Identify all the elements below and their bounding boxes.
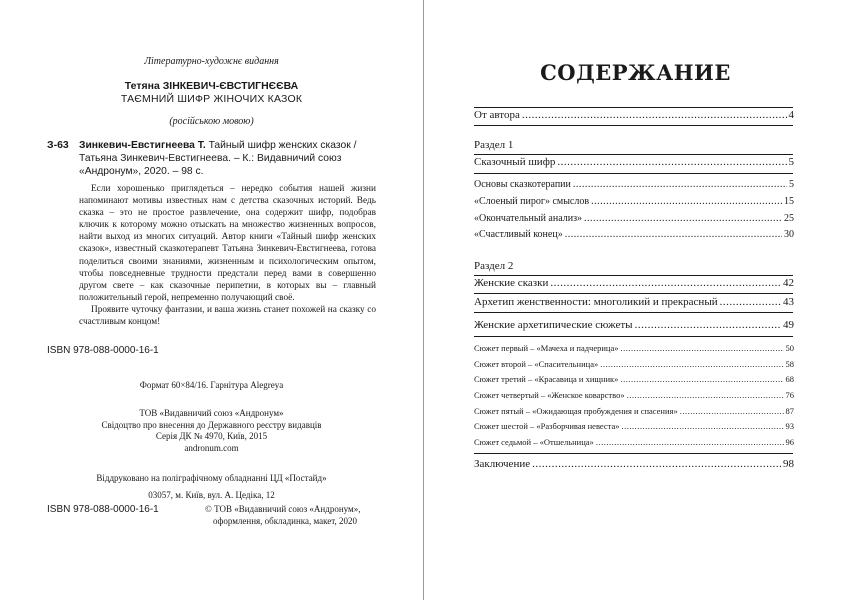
toc-entry[interactable]: «Счастливый конец» ..... 30 — [474, 229, 794, 240]
section-2-heading: Раздел 2 — [474, 260, 514, 272]
publisher-name: ТОВ «Видавничий союз «Андронум» — [139, 408, 284, 418]
section-1-heading: Раздел 1 — [474, 139, 514, 151]
toc-entry-plot[interactable]: Сюжет четвертый – «Женское коварство» ..... 76 — [474, 390, 794, 400]
toc-entry[interactable]: «Слоеный пирог» смыслов ..... 15 — [474, 196, 794, 207]
toc-entry-plot[interactable]: Сюжет первый – «Мачеха и падчерица» ..... 50 — [474, 343, 794, 353]
printed-at: Віддруковано на поліграфічному обладнанні ЦД «Постайд» — [96, 473, 327, 483]
publisher-site: andronum.com — [184, 442, 239, 453]
format-line: Формат 60×84/16. Гарнітура Alegreya — [139, 380, 284, 390]
printer-address: 03057, м. Київ, вул. А. Цедіка, 12 — [148, 490, 275, 500]
left-page — [0, 0, 423, 600]
copyright-line-2: оформлення, обкладинка, макет, 2020 — [213, 516, 358, 526]
toc-entry-plot[interactable]: Сюжет второй – «Спасительница» ..... 58 — [474, 359, 794, 369]
toc-rule — [474, 154, 793, 155]
toc-entry-plot[interactable]: Сюжет третий – «Красавица и хищник» ..... 68 — [474, 374, 794, 384]
toc-entry[interactable]: Архетип женственности: многоликий и прекрасный ..... 43 — [474, 296, 794, 308]
toc-rule — [474, 125, 793, 126]
toc-rule — [474, 312, 793, 313]
toc-entry-plot[interactable]: Сюжет пятый – «Ожидающая пробуждения и спасения» ..... 87 — [474, 406, 794, 416]
biblio-line-2: Татьяна Зинкевич-Евстигнеева. – К.: Видавничий союз — [79, 153, 342, 164]
toc-entry-plot[interactable]: Сюжет седьмой – «Отшельница» ..... 96 — [474, 437, 794, 447]
biblio-line-3: «Андронум», 2020. – 98 с. — [79, 166, 204, 177]
annotation — [79, 183, 376, 328]
toc-entry-conclusion[interactable]: Заключение ..... 98 — [474, 458, 794, 470]
publisher-series: Серія ДК № 4970, Київ, 2015 — [155, 431, 268, 441]
publisher-certificate: Свідоцтво про внесення до Державного реєстру видавців — [101, 419, 322, 430]
toc-rule — [474, 275, 793, 276]
copyright-line-1: © ТОВ «Видавничий союз «Андронум», — [205, 504, 361, 514]
toc-rule — [474, 293, 793, 294]
toc-entry[interactable]: Женские архетипические сюжеты ..... 49 — [474, 319, 794, 331]
language-note: (російською мовою) — [169, 116, 254, 127]
toc-rule — [474, 336, 793, 337]
bibliographic-record — [79, 139, 379, 178]
annotation-paragraph-1: Если хорошенько приглядеться – нередко события нашей жизни напоминают мотивы известных нам с детства сказочных историй. Ведь сказка – это не простое развлечение, она содержит шифр, подобрав ключик к которому можно отыскать на множество жизненных вопросов, найти выход из многих ситуаций. Автор книги «Тайный шифр женских сказок», известный сказкотерапевт Татьяна Зинкевич-Евстигнеева, готова поделиться своими знаниями, жизненным и психологическим опытом, чтобы повседневные трудности предстали перед вами в совершенно другом свете – как сказочные перипетии, в которых вы – главный положительный герой, непременно получающий своё. — [79, 184, 376, 303]
isbn-bottom: ISBN 978-088-0000-16-1 — [47, 504, 159, 515]
catalog-code: З-63 — [47, 139, 69, 151]
publisher-block — [0, 408, 423, 454]
toc-rule — [474, 453, 793, 454]
toc-entry-section1-main[interactable]: Сказочный шифр ..... 5 — [474, 156, 794, 168]
genre-line: Літературно-художнє видання — [144, 56, 279, 67]
contents-heading: СОДЕРЖАНИЕ — [540, 60, 731, 85]
copyright — [205, 503, 375, 527]
annotation-paragraph-2: Проявите чуточку фантазии, и ваша жизнь станет похожей на сказку со счастливым концом! — [79, 304, 376, 328]
biblio-title: Тайный шифр женских сказок / — [205, 140, 357, 151]
book-title: ТАЄМНИЙ ШИФР ЖІНОЧИХ КАЗОК — [120, 93, 303, 105]
toc-entry-plot[interactable]: Сюжет шестой – «Разборчивая невеста» ..... 93 — [474, 421, 794, 431]
toc-rule — [474, 173, 793, 174]
isbn-top: ISBN 978-088-0000-16-1 — [47, 345, 159, 356]
printer-block — [0, 470, 423, 504]
author-name: Тетяна ЗІНКЕВИЧ-ЄВСТИГНЄЄВА — [124, 80, 299, 92]
toc-rule — [474, 107, 793, 108]
toc-entry-intro[interactable]: От автора ..... 4 — [474, 109, 794, 121]
right-page — [424, 0, 847, 600]
toc-entry[interactable]: Основы сказкотерапии ..... 5 — [474, 179, 794, 190]
biblio-author: Зинкевич-Евстигнеева Т. — [79, 140, 206, 151]
toc-entry[interactable]: «Окончательный анализ» ..... 25 — [474, 213, 794, 224]
toc-entry-section2-main[interactable]: Женские сказки ..... 42 — [474, 277, 794, 289]
